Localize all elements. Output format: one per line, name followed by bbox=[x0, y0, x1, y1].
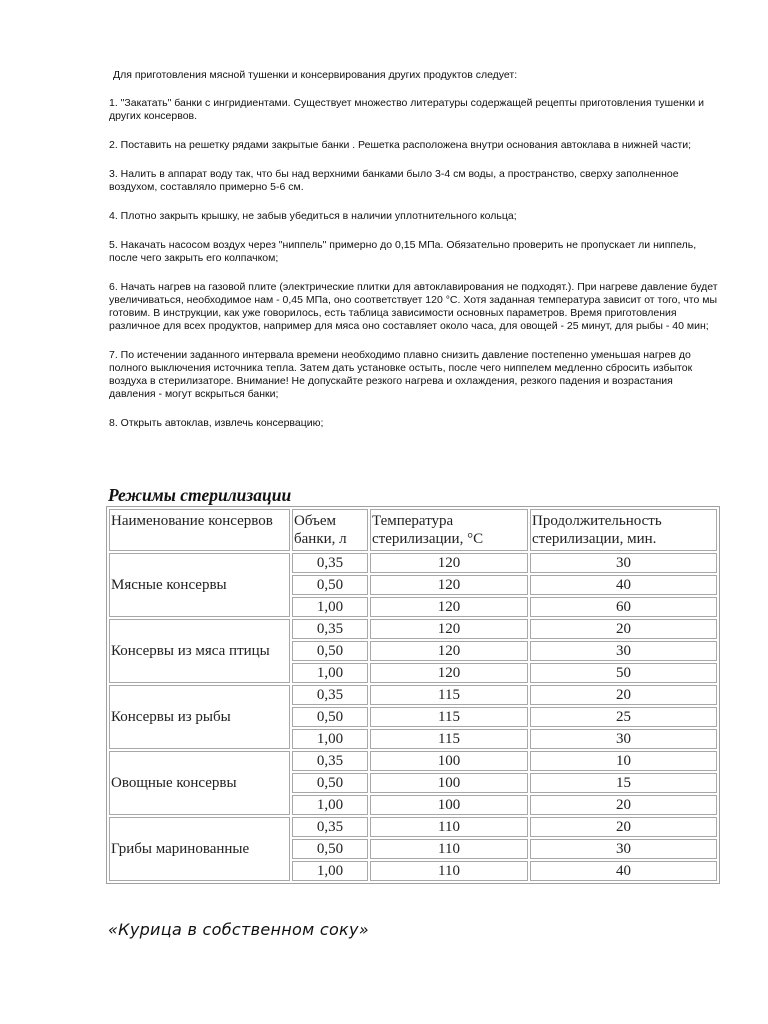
sterilization-table bbox=[106, 506, 720, 884]
temperature-cell: 110 bbox=[370, 861, 528, 881]
temperature-cell: 120 bbox=[370, 575, 528, 595]
duration-cell: 20 bbox=[530, 795, 717, 815]
volume-cell: 0,35 bbox=[292, 553, 368, 573]
steps-list bbox=[109, 97, 721, 446]
temperature-cell: 115 bbox=[370, 685, 528, 705]
product-name-cell: Овощные консервы bbox=[109, 751, 290, 815]
duration-cell: 15 bbox=[530, 773, 717, 793]
volume-cell: 1,00 bbox=[292, 729, 368, 749]
duration-cell: 20 bbox=[530, 817, 717, 837]
product-name-cell: Грибы маринованные bbox=[109, 817, 290, 881]
duration-cell: 30 bbox=[530, 553, 717, 573]
step-item: 6. Начать нагрев на газовой плите (электрические плитки для автоклавирования не подходят.). При нагреве давление будет увеличиваться, необходимое нам - 0,45 МПа, оно соответствует 120 °С. Хотя заданная температура зависит от того, что мы готовим. В инструкции, как уже говорилось, есть таблица зависимости основных параметров. Время приготовления различное для всех продуктов, например для мяса оно составляет около часа, для овощей - 25 минут, для рыбы - 40 мин; bbox=[109, 281, 718, 332]
temperature-cell: 110 bbox=[370, 839, 528, 859]
temperature-cell: 115 bbox=[370, 729, 528, 749]
table-header-row bbox=[109, 509, 717, 551]
volume-cell: 1,00 bbox=[292, 663, 368, 683]
volume-cell: 0,50 bbox=[292, 773, 368, 793]
product-name-cell: Консервы из мяса птицы bbox=[109, 619, 290, 683]
temperature-cell: 100 bbox=[370, 751, 528, 771]
product-name-cell: Мясные консервы bbox=[109, 553, 290, 617]
section-title: Режимы стерилизации bbox=[108, 485, 292, 505]
temperature-cell: 120 bbox=[370, 619, 528, 639]
volume-cell: 1,00 bbox=[292, 597, 368, 617]
table-row bbox=[109, 619, 717, 639]
duration-cell: 25 bbox=[530, 707, 717, 727]
duration-cell: 40 bbox=[530, 575, 717, 595]
step-item: 4. Плотно закрыть крышку, не забыв убедиться в наличии уплотнительного кольца; bbox=[109, 210, 517, 222]
temperature-cell: 120 bbox=[370, 553, 528, 573]
volume-cell: 0,50 bbox=[292, 839, 368, 859]
header-cell: Наименование консервов bbox=[109, 509, 290, 551]
duration-cell: 60 bbox=[530, 597, 717, 617]
step-item: 7. По истечении заданного интервала времени необходимо плавно снизить давление постепенно уменьшая нагрев до полного выключения источника тепла. Затем дать установке остыть, после чего ниппелем медленно сбросить избыток воздуха в стерилизаторе. Внимание! Не допускайте резкого нагрева и охлаждения, резкого падения и возрастания давления - могут вскрыться банки; bbox=[109, 349, 693, 400]
duration-cell: 30 bbox=[530, 839, 717, 859]
duration-cell: 10 bbox=[530, 751, 717, 771]
temperature-cell: 120 bbox=[370, 641, 528, 661]
temperature-cell: 100 bbox=[370, 773, 528, 793]
table-row bbox=[109, 685, 717, 705]
intro-text: Для приготовления мясной тушенки и консервирования других продуктов следует: bbox=[113, 69, 518, 81]
step-item: 1. "Закатать" банки с ингридиентами. Существует множество литературы содержащей рецепты приготовления тушенки и других консервов. bbox=[109, 97, 704, 122]
recipe-title: «Курица в собственном соку» bbox=[108, 920, 369, 939]
temperature-cell: 120 bbox=[370, 663, 528, 683]
header-cell: Объем банки, л bbox=[292, 509, 368, 551]
step-item: 3. Налить в аппарат воду так, что бы над верхними банками было 3-4 см воды, а пространство, сверху заполненное воздухом, составляло примерно 5-6 см. bbox=[109, 168, 679, 193]
duration-cell: 30 bbox=[530, 641, 717, 661]
volume-cell: 0,35 bbox=[292, 751, 368, 771]
product-name-cell: Консервы из рыбы bbox=[109, 685, 290, 749]
duration-cell: 50 bbox=[530, 663, 717, 683]
table-row bbox=[109, 817, 717, 837]
table-row bbox=[109, 751, 717, 771]
temperature-cell: 110 bbox=[370, 817, 528, 837]
volume-cell: 1,00 bbox=[292, 861, 368, 881]
duration-cell: 20 bbox=[530, 685, 717, 705]
volume-cell: 1,00 bbox=[292, 795, 368, 815]
temperature-cell: 100 bbox=[370, 795, 528, 815]
volume-cell: 0,50 bbox=[292, 641, 368, 661]
duration-cell: 40 bbox=[530, 861, 717, 881]
temperature-cell: 120 bbox=[370, 597, 528, 617]
header-cell: Температура стерилизации, °С bbox=[370, 509, 528, 551]
step-item: 5. Накачать насосом воздух через "ниппель" примерно до 0,15 МПа. Обязательно проверить не пропускает ли ниппель, после чего закрыть его колпачком; bbox=[109, 239, 697, 264]
step-item: 8. Открыть автоклав, извлечь консервацию; bbox=[109, 417, 324, 429]
temperature-cell: 115 bbox=[370, 707, 528, 727]
table-row bbox=[109, 553, 717, 573]
duration-cell: 30 bbox=[530, 729, 717, 749]
step-item: 2. Поставить на решетку рядами закрытые банки . Решетка расположена внутри основания автоклава в нижней части; bbox=[109, 139, 692, 151]
duration-cell: 20 bbox=[530, 619, 717, 639]
volume-cell: 0,35 bbox=[292, 619, 368, 639]
volume-cell: 0,50 bbox=[292, 707, 368, 727]
volume-cell: 0,35 bbox=[292, 817, 368, 837]
volume-cell: 0,50 bbox=[292, 575, 368, 595]
header-cell: Продолжительность стерилизации, мин. bbox=[530, 509, 717, 551]
volume-cell: 0,35 bbox=[292, 685, 368, 705]
